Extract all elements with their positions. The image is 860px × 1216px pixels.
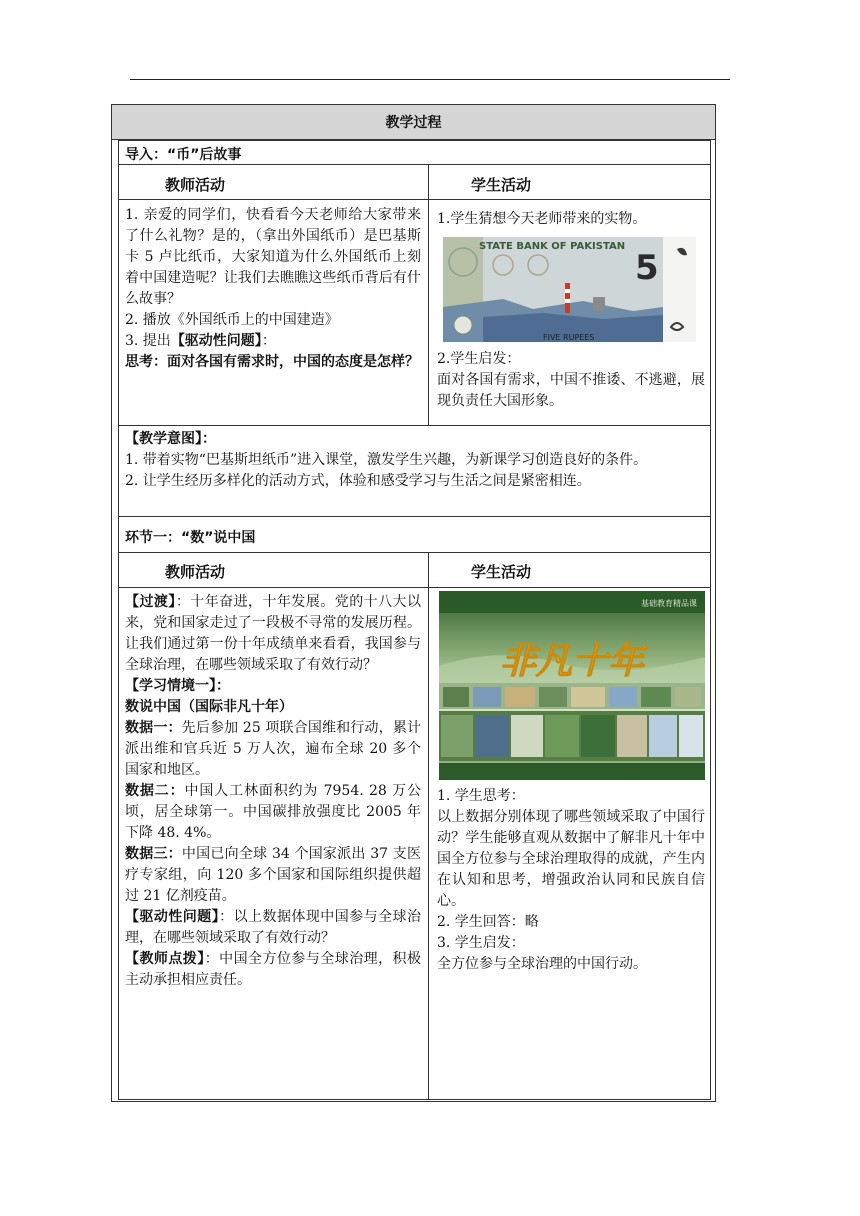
cover-corner-text: 基础教育精品课 <box>641 599 697 608</box>
teacher-activity-heading: 教师活动 <box>165 563 226 581</box>
column-divider <box>428 552 429 1099</box>
top-rule <box>130 79 730 80</box>
table-header: 教学过程 <box>112 105 715 140</box>
extraordinary-decade-cover-image <box>439 591 705 780</box>
intro-student-activity <box>437 349 705 412</box>
data-one: 数据一：先后参加 25 项联合国维和行动，累计派出维和官兵近 5 万人次，遍布全球 20 多个国家和地区。 <box>125 720 421 778</box>
drive-question: 【驱动性问题】：以上数据体现中国参与全球治理，在哪些领域采取了有效行动？ <box>125 909 422 946</box>
section-one-title: 环节一：“数”说中国 <box>125 530 256 546</box>
intent-line: 1. 带着实物“巴基斯坦纸币”进入课堂，激发学生兴趣，为新课学习创造良好的条件。 <box>125 452 648 468</box>
row-divider <box>119 164 710 165</box>
intro-teacher-line: 1. 亲爱的同学们，快看看今天老师给大家带来了什么礼物？是的，（拿出外国纸币）是巴基斯卡 5 卢比纸币，大家知道为什么外国纸币上刻着中国建造呢？让我们去瞧瞧这些纸币背后有什么故事？ <box>125 207 421 307</box>
student-line: 1. 学生思考： <box>437 788 525 804</box>
section-one-student-activity <box>437 786 705 975</box>
context-title: 数说中国（国际非凡十年） <box>125 699 293 715</box>
lesson-process-table <box>111 104 716 1102</box>
intro-teacher-line: 2. 播放《外国纸币上的中国建造》 <box>125 312 339 328</box>
think-question: 思考：面对各国有需求时，中国的态度是怎样？ <box>125 354 419 370</box>
student-activity-heading: 学生活动 <box>471 176 532 194</box>
transition-text: 【过渡】：十年奋进，十年发展。党的十八大以来，党和国家走过了一段极不寻常的发展历程。让我们通过第一份十年成绩单来看看，我国参与全球治理，在哪些领域采取了有效行动？ <box>125 594 422 673</box>
intro-teacher-line: 3. 提出【驱动性问题】： <box>125 333 276 349</box>
row-divider <box>119 199 710 200</box>
intro-student-line-3: 面对各国有需求，中国不推诿、不逃避，展现负责任大国形象。 <box>437 372 705 409</box>
context-heading: 【学习情境一】： <box>125 678 230 694</box>
intent-heading: 【教学意图】： <box>125 431 216 447</box>
data-three: 数据三：中国已向全球 34 个国家派出 37 支医疗专家组，向 120 多个国家和国际组织提供超过 21 亿剂疫苗。 <box>125 846 422 904</box>
student-line: 2. 学生回答：略 <box>437 914 539 930</box>
student-line: 以上数据分别体现了哪些领域采取了中国行动？学生能够直观从数据中了解非凡十年中国全方位参与全球治理取得的成就，产生内在认知和思考，增强政治认同和民族自信心。 <box>437 809 705 909</box>
cover-title: 非凡十年 <box>499 641 645 682</box>
row-divider <box>119 552 710 553</box>
student-activity-heading: 学生活动 <box>471 563 532 581</box>
intro-student-line-1: 1.学生猜想今天老师带来的实物。 <box>437 211 647 227</box>
intro-student-line-2: 2.学生启发： <box>437 351 521 367</box>
intent-line: 2. 让学生经历多样化的活动方式，体验和感受学习与生活之间是紧密相连。 <box>125 473 591 489</box>
row-divider <box>119 587 710 588</box>
drive-question-tag: 【驱动性问题】 <box>170 333 262 349</box>
teacher-activity-heading: 教师活动 <box>165 176 226 194</box>
intro-teacher-activity <box>125 205 421 373</box>
banknote-graphic <box>443 237 696 342</box>
data-two: 数据二：中国人工林面积约为 7954. 28 万公顷，居全球第一。中国碳排放强度比 2005 年下降 48. 4%。 <box>125 783 422 841</box>
row-divider <box>119 516 710 517</box>
pakistan-banknote-image <box>443 237 696 342</box>
section-one-teacher-activity <box>125 592 421 991</box>
student-line: 3. 学生启发： <box>437 935 525 951</box>
banknote-value: 5 <box>635 248 659 288</box>
banknote-bank-text: STATE BANK OF PAKISTAN <box>479 241 626 252</box>
banknote-bottom-text: FIVE RUPEES <box>543 333 595 342</box>
intro-section-title: 导入：“币”后故事 <box>125 147 242 163</box>
cover-graphic <box>439 591 705 780</box>
teaching-intent <box>125 429 709 492</box>
teacher-guidance: 【教师点拨】：中国全方位参与全球治理，积极主动承担相应责任。 <box>125 951 422 988</box>
column-divider <box>428 164 429 425</box>
row-divider <box>119 425 710 426</box>
inner-table <box>118 140 711 1100</box>
student-line: 全方位参与全球治理的中国行动。 <box>437 956 647 972</box>
